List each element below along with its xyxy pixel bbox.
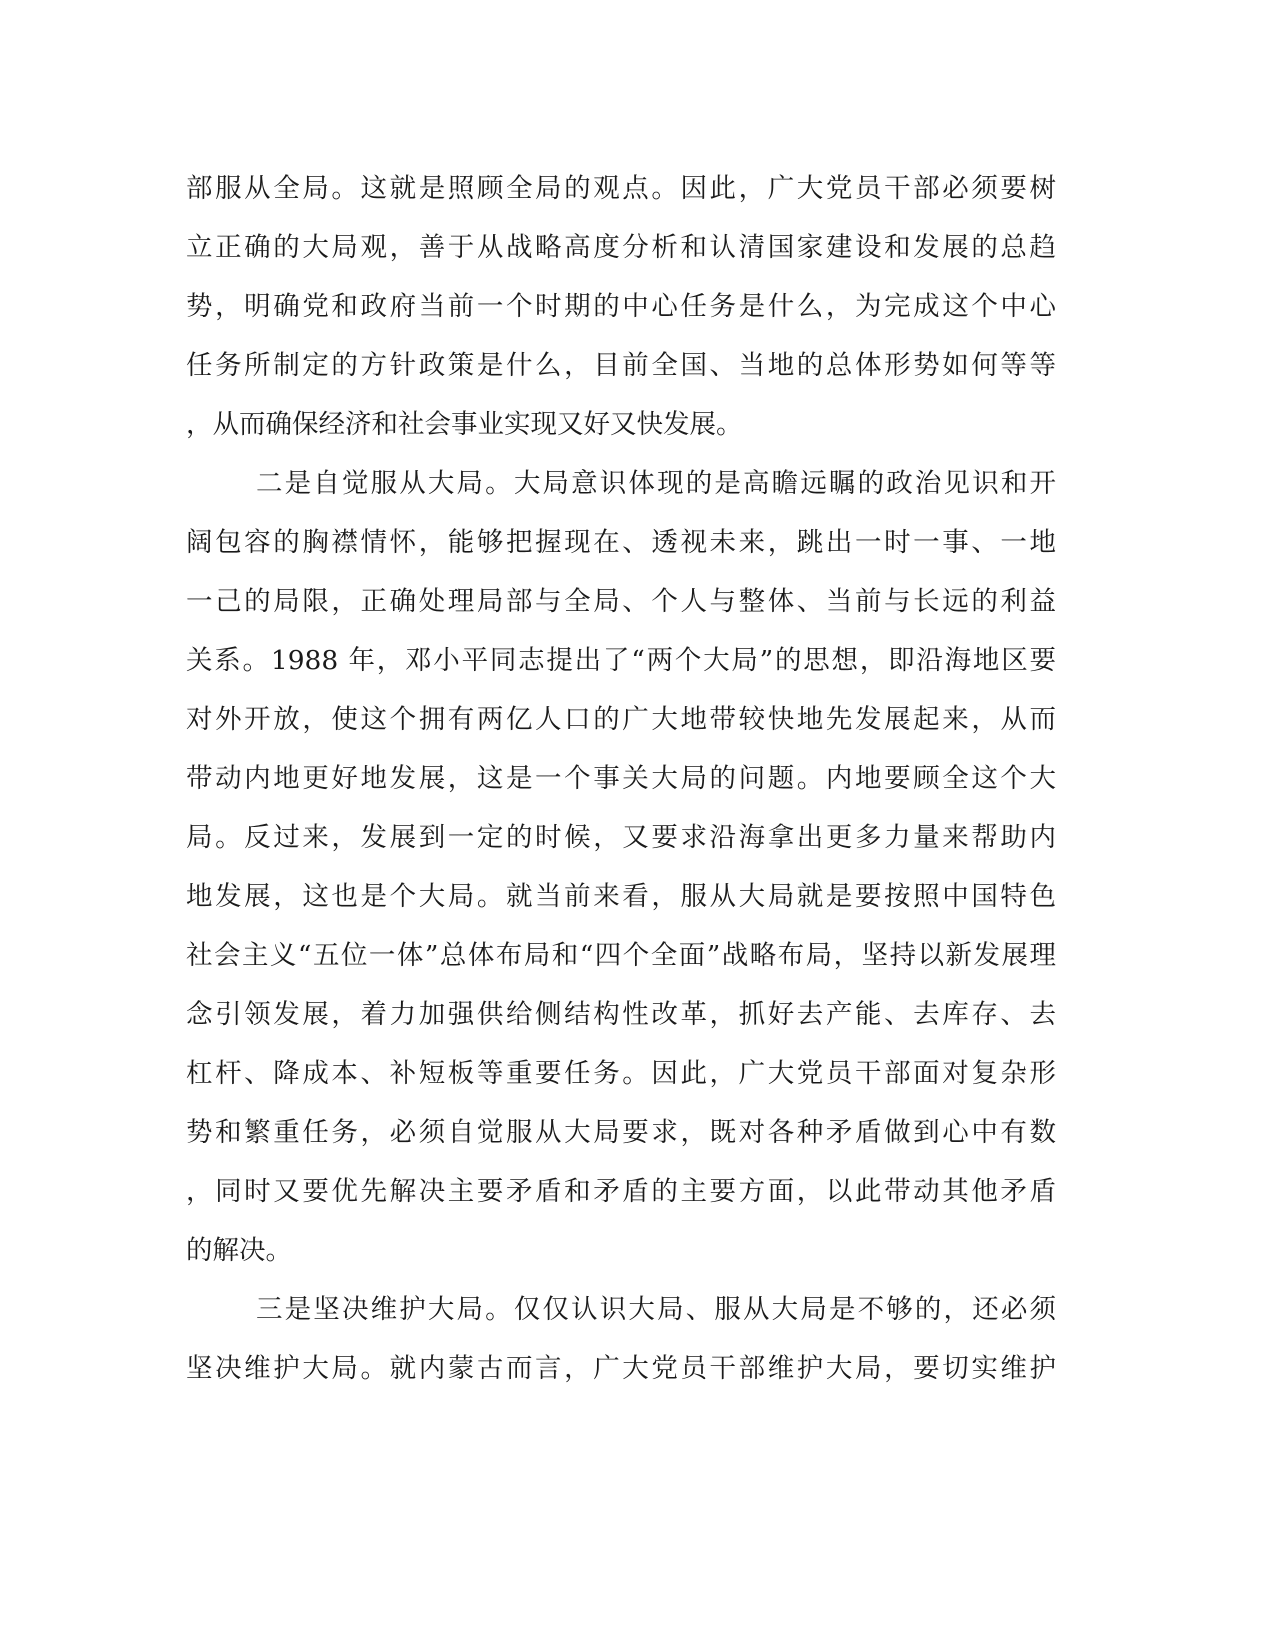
text-line: 部服从全局。这就是照顾全局的观点。因此，广大党员干部必须要树 (186, 173, 1056, 204)
text-line: 立正确的大局观，善于从战略高度分析和认清国家建设和发展的总趋 (186, 232, 1056, 263)
text-line: ，从而确保经济和社会事业实现又好又快发展。 (186, 409, 743, 440)
body-text (186, 159, 1056, 1398)
text-line: 势，明确党和政府当前一个时期的中心任务是什么，为完成这个中心 (186, 291, 1056, 322)
text-line: 阔包容的胸襟情怀，能够把握现在、透视未来，跳出一时一事、一地 (186, 527, 1056, 558)
text-line: 对外开放，使这个拥有两亿人口的广大地带较快地先发展起来，从而 (186, 704, 1056, 735)
text-line: 关系。1988 年，邓小平同志提出了“两个大局”的思想，即沿海地区要 (186, 645, 1056, 676)
text-line: 势和繁重任务，必须自觉服从大局要求，既对各种矛盾做到心中有数 (186, 1117, 1056, 1148)
text-line: 坚决维护大局。就内蒙古而言，广大党员干部维护大局，要切实维护 (186, 1353, 1056, 1384)
text-line: 一己的局限，正确处理局部与全局、个人与整体、当前与长远的利益 (186, 586, 1056, 617)
text-line: 的解决。 (186, 1235, 292, 1266)
text-line: 任务所制定的方针政策是什么，目前全国、当地的总体形势如何等等 (186, 350, 1056, 381)
text-line: 念引领发展，着力加强供给侧结构性改革，抓好去产能、去库存、去 (186, 999, 1056, 1030)
text-line: 地发展，这也是个大局。就当前来看，服从大局就是要按照中国特色 (186, 881, 1056, 912)
paragraph-first-line: 二是自觉服从大局。大局意识体现的是高瞻远瞩的政治见识和开 (256, 468, 1056, 499)
paragraph-first-line: 三是坚决维护大局。仅仅认识大局、服从大局是不够的，还必须 (256, 1294, 1056, 1325)
text-line: 带动内地更好地发展，这是一个事关大局的问题。内地要顾全这个大 (186, 763, 1056, 794)
text-line: ，同时又要优先解决主要矛盾和矛盾的主要方面，以此带动其他矛盾 (186, 1176, 1056, 1207)
text-line: 局。反过来，发展到一定的时候，又要求沿海拿出更多力量来帮助内 (186, 822, 1056, 853)
text-line: 社会主义“五位一体”总体布局和“四个全面”战略布局，坚持以新发展理 (186, 940, 1056, 971)
text-line: 杠杆、降成本、补短板等重要任务。因此，广大党员干部面对复杂形 (186, 1058, 1056, 1089)
